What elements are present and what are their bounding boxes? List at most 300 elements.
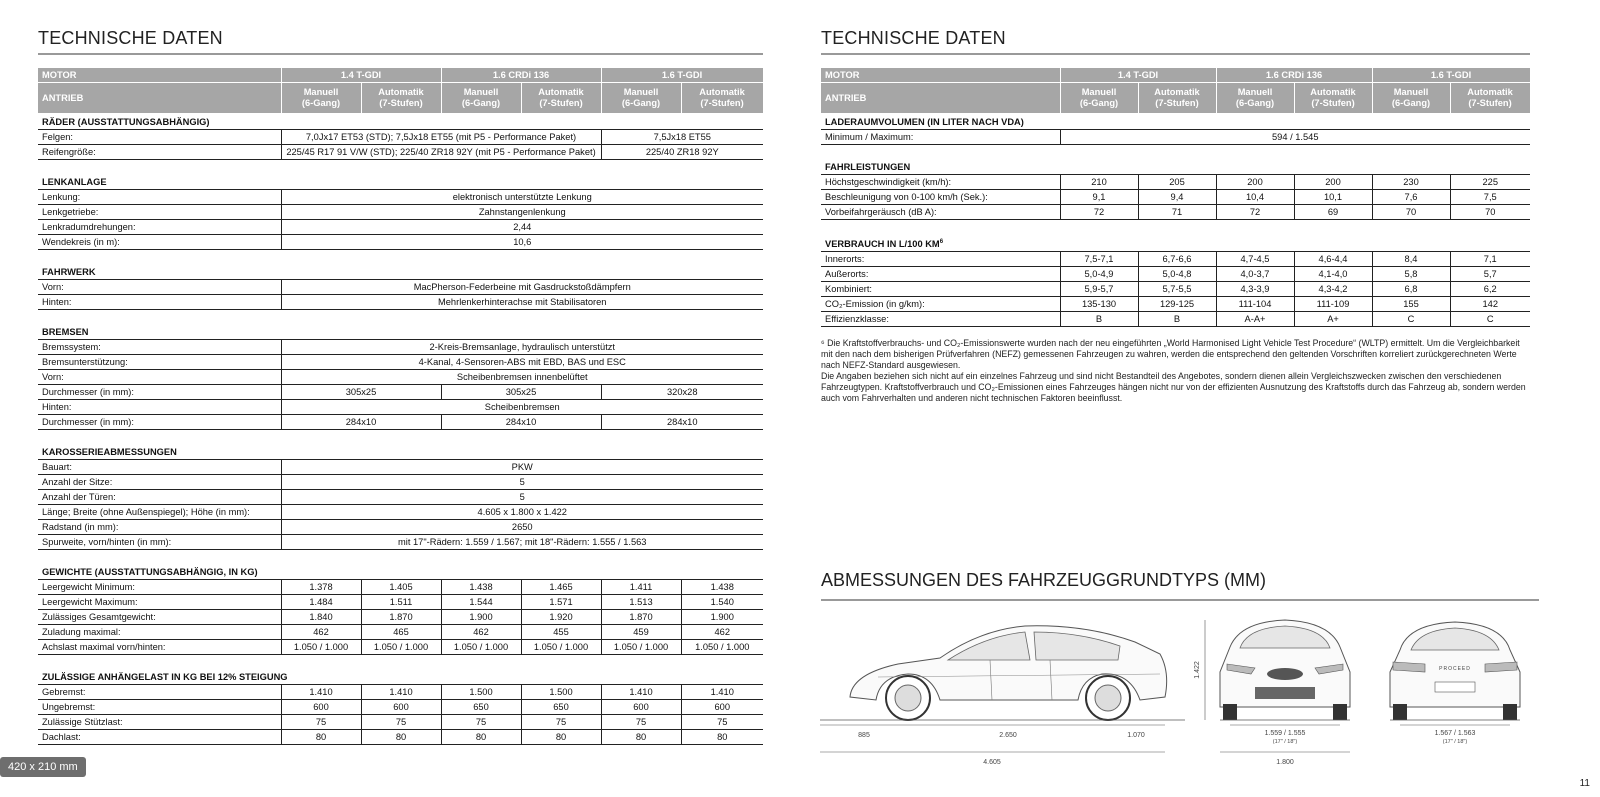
cell-value: 1.544 <box>441 595 521 610</box>
table-row <box>38 190 763 205</box>
cell-value: 7,5 <box>1450 190 1530 205</box>
gearbox-header <box>601 83 681 114</box>
cell-value: 75 <box>601 715 681 730</box>
wheel-rim-icon <box>1095 685 1121 711</box>
cell-value: 8,4 <box>1372 252 1450 267</box>
section-title: FAHRLEISTUNGEN <box>821 158 1530 175</box>
gearbox-header <box>441 83 521 114</box>
cell-value: 462 <box>441 625 521 640</box>
antrieb-label: ANTRIEB <box>821 83 1060 114</box>
section-heading <box>38 323 763 340</box>
gearbox-line: Manuell <box>303 87 339 97</box>
cell-value: 71 <box>1138 205 1216 220</box>
cell-value: 69 <box>1294 205 1372 220</box>
cell-value: 4-Kanal, 4-Sensoren-ABS mit EBD, BAS und ESC <box>281 355 763 370</box>
table-row <box>38 700 763 715</box>
cell-value: 284x10 <box>601 415 763 430</box>
row-label: Lenkradumdrehungen: <box>38 220 281 235</box>
row-label: Hinten: <box>38 295 281 310</box>
cell-value: MacPherson-Federbeine mit Gasdruckstoßdämpfern <box>281 280 763 295</box>
section-title: KAROSSERIEABMESSUNGEN <box>38 443 763 460</box>
cell-value: 4,0-3,7 <box>1216 267 1294 282</box>
row-label: Vorn: <box>38 370 281 385</box>
dim-front-track: 1.559 / 1.555 <box>1264 730 1306 737</box>
cell-value: 5,0-4,8 <box>1138 267 1216 282</box>
section-heading <box>38 113 763 130</box>
row-label: Leergewicht Minimum: <box>38 580 281 595</box>
gearbox-header <box>1450 83 1530 114</box>
section-title: RÄDER (AUSSTATTUNGSABHÄNGIG) <box>38 113 763 130</box>
gearbox-line: Automatik <box>1310 87 1356 97</box>
spec-table-right <box>821 68 1531 327</box>
table-row <box>821 252 1530 267</box>
gearbox-line: Manuell <box>463 87 499 97</box>
cell-value: 1.410 <box>601 685 681 700</box>
cell-value: 1.438 <box>681 580 763 595</box>
table-row <box>821 297 1530 312</box>
footnote-paragraph: Die Angaben beziehen sich nicht auf ein einzelnes Fahrzeug und sind nicht Bestandteil des Angebotes, sondern dienen allein Vergleichszwecken zwischen den verschiedenen Fahrzeugtypen. Kraftstoffverbrauch und CO₂-Emissionen eines Fahrzeuges hängen nicht nur von der effizienten Ausnutzung des Kraftstoffs durch das Fahrzeug ab, sondern werden auch vom Fahrverhalten und anderen nicht technischen Faktoren beeinflusst. <box>821 371 1526 403</box>
row-label: Leergewicht Maximum: <box>38 595 281 610</box>
cell-value: 4,6-4,4 <box>1294 252 1372 267</box>
cell-value: mit 17"-Rädern: 1.559 / 1.567; mit 18"-Rädern: 1.555 / 1.563 <box>281 535 763 550</box>
table-row <box>38 145 763 160</box>
cell-value: 1.900 <box>441 610 521 625</box>
cell-value: 10,1 <box>1294 190 1372 205</box>
gearbox-line: (6-Gang) <box>1079 98 1119 108</box>
cell-value: 5 <box>281 490 763 505</box>
row-label: Zulässiges Gesamtgewicht: <box>38 610 281 625</box>
gearbox-line: (6-Gang) <box>1391 98 1431 108</box>
taillight-icon <box>1393 662 1425 672</box>
cell-value: 80 <box>681 730 763 745</box>
row-label: Dachlast: <box>38 730 281 745</box>
cell-value: 1.410 <box>361 685 441 700</box>
cell-value: Scheibenbremsen innenbelüftet <box>281 370 763 385</box>
table-row <box>38 295 763 310</box>
table-row <box>38 640 763 655</box>
wheel-rim-icon <box>895 685 921 711</box>
cell-value: 1.870 <box>601 610 681 625</box>
dim-front-track-note: (17" / 18") <box>1272 739 1298 745</box>
table-row <box>38 490 763 505</box>
dim-width: 1.800 <box>1276 759 1294 766</box>
row-label: Kombiniert: <box>821 282 1060 297</box>
gearbox-header <box>1372 83 1450 114</box>
cell-value: 225/45 R17 91 V/W (STD); 225/40 ZR18 92Y (mit P5 - Performance Paket) <box>281 145 601 160</box>
row-label: CO₂-Emission (in g/km): <box>821 297 1060 312</box>
cell-value: 80 <box>441 730 521 745</box>
cell-value: 1.050 / 1.000 <box>361 640 441 655</box>
row-label: Vorn: <box>38 280 281 295</box>
cell-value: 7,6 <box>1372 190 1450 205</box>
engine-header: 1.4 T-GDI <box>281 68 441 83</box>
tire-icon <box>1503 704 1517 720</box>
motor-label: MOTOR <box>821 68 1060 83</box>
cell-value: 70 <box>1372 205 1450 220</box>
cell-value: 1.484 <box>281 595 361 610</box>
table-row <box>38 385 763 400</box>
footnote-paragraph: ⁶ Die Kraftstoffverbrauchs- und CO₂-Emissionswerte wurden nach der neu eingeführten „World Harmonised Light Vehicle Test Procedure“ (WLTP) ermittelt. Um die Vergleichbarkeit mit den nach dem bisherigen Prüfverfahren (NEFZ) gemessenen Fahrzeugen zu wahren, werden die entsprechend den geltenden Vorschriften korreliert zurückgerechneten Werte nach NEFZ-Standard ausgewiesen. <box>821 338 1520 370</box>
cell-value: 1.571 <box>521 595 601 610</box>
cell-value: 1.050 / 1.000 <box>601 640 681 655</box>
cell-value: A-A+ <box>1216 312 1294 327</box>
cell-value: 80 <box>521 730 601 745</box>
cell-value: 5,0-4,9 <box>1060 267 1138 282</box>
row-label: Lenkgetriebe: <box>38 205 281 220</box>
car-side-view <box>820 612 1190 772</box>
gearbox-line: Automatik <box>699 87 745 97</box>
cell-value: 200 <box>1294 175 1372 190</box>
cell-value: B <box>1060 312 1138 327</box>
table-row <box>821 175 1530 190</box>
cell-value: 9,4 <box>1138 190 1216 205</box>
cell-value: 210 <box>1060 175 1138 190</box>
cell-value: 1.500 <box>441 685 521 700</box>
row-label: Anzahl der Sitze: <box>38 475 281 490</box>
section-title: LENKANLAGE <box>38 173 763 190</box>
motor-label: MOTOR <box>38 68 281 83</box>
cell-value: 5,7-5,5 <box>1138 282 1216 297</box>
cell-value: 1.050 / 1.000 <box>441 640 521 655</box>
cell-value: 5,7 <box>1450 267 1530 282</box>
section-title: GEWICHTE (AUSSTATTUNGSABHÄNGIG, IN KG) <box>38 563 763 580</box>
cell-value: 72 <box>1060 205 1138 220</box>
gearbox-header <box>1138 83 1216 114</box>
cell-value: 7,5-7,1 <box>1060 252 1138 267</box>
right-page <box>800 0 1600 797</box>
cell-value: A+ <box>1294 312 1372 327</box>
cell-value: 75 <box>681 715 763 730</box>
table-row <box>821 282 1530 297</box>
cell-value: 1.050 / 1.000 <box>281 640 361 655</box>
table-row <box>38 235 763 250</box>
cell-value: 75 <box>441 715 521 730</box>
row-label: Zuladung maximal: <box>38 625 281 640</box>
gearbox-line: Manuell <box>1393 87 1429 97</box>
title-rule <box>821 599 1539 601</box>
cell-value: 1.920 <box>521 610 601 625</box>
car-front-view <box>1185 612 1365 772</box>
lower-grille-icon <box>1255 687 1315 699</box>
cell-value: 600 <box>281 700 361 715</box>
cell-value: 4,3-4,2 <box>1294 282 1372 297</box>
table-row <box>38 580 763 595</box>
gearbox-line: (7-Stufen) <box>539 98 583 108</box>
gearbox-line: (7-Stufen) <box>1155 98 1199 108</box>
tire-icon <box>1333 704 1347 720</box>
cell-value: 200 <box>1216 175 1294 190</box>
title-rule <box>821 53 1530 55</box>
cell-value: 1.378 <box>281 580 361 595</box>
cell-value: 75 <box>361 715 441 730</box>
table-row <box>38 685 763 700</box>
row-label: Vorbeifahrgeräusch (dB A): <box>821 205 1060 220</box>
page-number: 11 <box>1579 778 1590 789</box>
grille-icon <box>1267 668 1303 680</box>
table-row <box>38 340 763 355</box>
dim-height: 1.422 <box>1194 661 1201 679</box>
gearbox-line: (7-Stufen) <box>700 98 744 108</box>
cell-value: 80 <box>281 730 361 745</box>
license-plate-icon <box>1435 682 1475 692</box>
cell-value: 135-130 <box>1060 297 1138 312</box>
cell-value: 462 <box>681 625 763 640</box>
cell-value: 4.605 x 1.800 x 1.422 <box>281 505 763 520</box>
row-label: Außerorts: <box>821 267 1060 282</box>
cell-value: 455 <box>521 625 601 640</box>
table-row <box>38 520 763 535</box>
cell-value: 1.438 <box>441 580 521 595</box>
gearbox-header <box>1060 83 1138 114</box>
row-label: Felgen: <box>38 130 281 145</box>
table-row <box>821 312 1530 327</box>
cell-value: 459 <box>601 625 681 640</box>
cell-value: 462 <box>281 625 361 640</box>
cell-value: 5 <box>281 475 763 490</box>
dim-rear-overhang: 1.070 <box>1127 732 1145 739</box>
gearbox-line: Automatik <box>378 87 424 97</box>
row-label: Beschleunigung von 0-100 km/h (Sek.): <box>821 190 1060 205</box>
page-title: TECHNISCHE DATEN <box>38 28 223 48</box>
gearbox-line: (6-Gang) <box>461 98 501 108</box>
cell-value: 5,9-5,7 <box>1060 282 1138 297</box>
antrieb-label: ANTRIEB <box>38 83 281 114</box>
table-row <box>38 355 763 370</box>
cell-value: Scheibenbremsen <box>281 400 763 415</box>
cell-value: 465 <box>361 625 441 640</box>
cell-value: 129-125 <box>1138 297 1216 312</box>
dim-length: 4.605 <box>983 759 1001 766</box>
motor-header-row <box>38 68 763 83</box>
cell-value: 6,8 <box>1372 282 1450 297</box>
cell-value: 4,7-4,5 <box>1216 252 1294 267</box>
cell-value: 1.410 <box>681 685 763 700</box>
row-label: Anzahl der Türen: <box>38 490 281 505</box>
table-row <box>821 190 1530 205</box>
cell-value: 1.050 / 1.000 <box>521 640 601 655</box>
dimensions-title: ABMESSUNGEN DES FAHRZEUGGRUNDTYPS (MM) <box>821 570 1267 590</box>
cell-value: 600 <box>361 700 441 715</box>
gearbox-line: Automatik <box>1467 87 1513 97</box>
cell-value: 6,2 <box>1450 282 1530 297</box>
taillight-icon <box>1485 662 1517 672</box>
section-title: LADERAUMVOLUMEN (IN LITER NACH VDA) <box>821 113 1530 130</box>
antrieb-header-row <box>821 83 1530 114</box>
table-row <box>38 535 763 550</box>
gearbox-line: Automatik <box>1154 87 1200 97</box>
cell-value: 305x25 <box>281 385 441 400</box>
engine-header: 1.6 CRDi 136 <box>1216 68 1372 83</box>
table-row <box>38 730 763 745</box>
cell-value: 2-Kreis-Bremsanlage, hydraulisch unterstützt <box>281 340 763 355</box>
motor-header-row <box>821 68 1530 83</box>
gearbox-header <box>1294 83 1372 114</box>
cell-value: 600 <box>681 700 763 715</box>
section-title: FAHRWERK <box>38 263 763 280</box>
section-heading <box>38 668 763 685</box>
cell-value: 1.465 <box>521 580 601 595</box>
cell-value: 9,1 <box>1060 190 1138 205</box>
rear-badge: PROCEED <box>1439 666 1471 672</box>
cell-value: 70 <box>1450 205 1530 220</box>
cell-value: C <box>1450 312 1530 327</box>
section-heading <box>821 233 1530 252</box>
cell-value: 75 <box>281 715 361 730</box>
cell-value: 1.540 <box>681 595 763 610</box>
cell-value: 225 <box>1450 175 1530 190</box>
section-heading <box>821 158 1530 175</box>
gearbox-line: (6-Gang) <box>621 98 661 108</box>
table-row <box>38 280 763 295</box>
row-label: Reifengröße: <box>38 145 281 160</box>
row-label: Spurweite, vorn/hinten (in mm): <box>38 535 281 550</box>
cell-value: 305x25 <box>441 385 601 400</box>
footnote-marker: 6 <box>939 239 944 245</box>
row-label: Länge; Breite (ohne Außenspiegel); Höhe (in mm): <box>38 505 281 520</box>
cell-value: 7,5Jx18 ET55 <box>601 130 763 145</box>
cell-value: 80 <box>361 730 441 745</box>
table-row <box>821 130 1530 145</box>
engine-header: 1.6 T-GDI <box>1372 68 1530 83</box>
cell-value: 111-104 <box>1216 297 1294 312</box>
tire-icon <box>1393 704 1407 720</box>
cell-value: 10,6 <box>281 235 763 250</box>
cell-value: 284x10 <box>281 415 441 430</box>
cell-value: 1.411 <box>601 580 681 595</box>
cell-value: 1.050 / 1.000 <box>681 640 763 655</box>
cell-value: elektronisch unterstützte Lenkung <box>281 190 763 205</box>
section-heading <box>821 113 1530 130</box>
cell-value: 1.500 <box>521 685 601 700</box>
table-row <box>38 475 763 490</box>
section-heading <box>38 443 763 460</box>
section-title-text: VERBRAUCH IN L/100 KM <box>825 239 940 250</box>
section-heading <box>38 263 763 280</box>
row-label: Innerorts: <box>821 252 1060 267</box>
cell-value: 1.840 <box>281 610 361 625</box>
row-label: Radstand (in mm): <box>38 520 281 535</box>
table-row <box>821 205 1530 220</box>
section-title: ZULÄSSIGE ANHÄNGELAST IN KG BEI 12% STEIGUNG <box>38 668 763 685</box>
tire-icon <box>1223 704 1237 720</box>
cell-value: 72 <box>1216 205 1294 220</box>
section-title <box>821 233 1530 252</box>
cell-value: 111-109 <box>1294 297 1372 312</box>
cell-value: 1.405 <box>361 580 441 595</box>
cell-value: 2650 <box>281 520 763 535</box>
row-label: Bremssystem: <box>38 340 281 355</box>
row-label: Gebremst: <box>38 685 281 700</box>
cell-value: Mehrlenkerhinterachse mit Stabilisatoren <box>281 295 763 310</box>
row-label: Hinten: <box>38 400 281 415</box>
section-heading <box>38 173 763 190</box>
row-label: Bremsunterstützung: <box>38 355 281 370</box>
dim-wheelbase: 2.650 <box>999 732 1017 739</box>
table-row <box>38 625 763 640</box>
cell-value: 1.900 <box>681 610 763 625</box>
dim-rear-track: 1.567 / 1.563 <box>1434 730 1476 737</box>
cell-value: 155 <box>1372 297 1450 312</box>
cell-value: 5,8 <box>1372 267 1450 282</box>
cell-value: 650 <box>441 700 521 715</box>
title-rule <box>38 53 763 55</box>
table-row <box>821 267 1530 282</box>
cell-value: 1.410 <box>281 685 361 700</box>
gearbox-header <box>681 83 763 114</box>
dim-front-overhang: 885 <box>858 732 870 739</box>
cell-value: 205 <box>1138 175 1216 190</box>
row-label: Achslast maximal vorn/hinten: <box>38 640 281 655</box>
row-label: Minimum / Maximum: <box>821 130 1060 145</box>
row-label: Wendekreis (in m): <box>38 235 281 250</box>
cell-value: 225/40 ZR18 92Y <box>601 145 763 160</box>
car-rear-view <box>1375 612 1545 772</box>
table-row <box>38 220 763 235</box>
cell-value: 10,4 <box>1216 190 1294 205</box>
section-title: BREMSEN <box>38 323 763 340</box>
cell-value: 594 / 1.545 <box>1060 130 1530 145</box>
table-row <box>38 130 763 145</box>
page-size-badge: 420 x 210 mm <box>0 757 86 777</box>
cell-value: 600 <box>601 700 681 715</box>
gearbox-header <box>281 83 361 114</box>
page-title: TECHNISCHE DATEN <box>821 28 1006 48</box>
table-row <box>38 370 763 385</box>
gearbox-line: (6-Gang) <box>1235 98 1275 108</box>
cell-value: B <box>1138 312 1216 327</box>
gearbox-line: Manuell <box>1081 87 1117 97</box>
gearbox-header <box>1216 83 1294 114</box>
cell-value: 230 <box>1372 175 1450 190</box>
row-label: Höchstgeschwindigkeit (km/h): <box>821 175 1060 190</box>
table-row <box>38 610 763 625</box>
gearbox-line: Automatik <box>538 87 584 97</box>
row-label: Lenkung: <box>38 190 281 205</box>
cell-value: PKW <box>281 460 763 475</box>
cell-value: 650 <box>521 700 601 715</box>
table-row <box>38 595 763 610</box>
row-label: Effizienzklasse: <box>821 312 1060 327</box>
gearbox-header <box>361 83 441 114</box>
gearbox-line: (6-Gang) <box>301 98 341 108</box>
cell-value: 284x10 <box>441 415 601 430</box>
antrieb-header-row <box>38 83 763 114</box>
section-heading <box>38 563 763 580</box>
table-row <box>38 460 763 475</box>
cell-value: 7,1 <box>1450 252 1530 267</box>
cell-value: 1.870 <box>361 610 441 625</box>
table-row <box>38 505 763 520</box>
cell-value: 1.513 <box>601 595 681 610</box>
gearbox-line: Manuell <box>623 87 659 97</box>
cell-value: Zahnstangenlenkung <box>281 205 763 220</box>
row-label: Zulässige Stützlast: <box>38 715 281 730</box>
gearbox-line: Manuell <box>1237 87 1273 97</box>
cell-value: C <box>1372 312 1450 327</box>
cell-value: 4,1-4,0 <box>1294 267 1372 282</box>
gearbox-line: (7-Stufen) <box>1311 98 1355 108</box>
cell-value: 75 <box>521 715 601 730</box>
row-label: Durchmesser (in mm): <box>38 415 281 430</box>
gearbox-line: (7-Stufen) <box>1468 98 1512 108</box>
cell-value: 2,44 <box>281 220 763 235</box>
engine-header: 1.6 CRDi 136 <box>441 68 601 83</box>
dim-rear-track-note: (17" / 18") <box>1442 739 1468 745</box>
row-label: Durchmesser (in mm): <box>38 385 281 400</box>
cell-value: 80 <box>601 730 681 745</box>
engine-header: 1.6 T-GDI <box>601 68 763 83</box>
spec-table-left <box>38 68 764 745</box>
